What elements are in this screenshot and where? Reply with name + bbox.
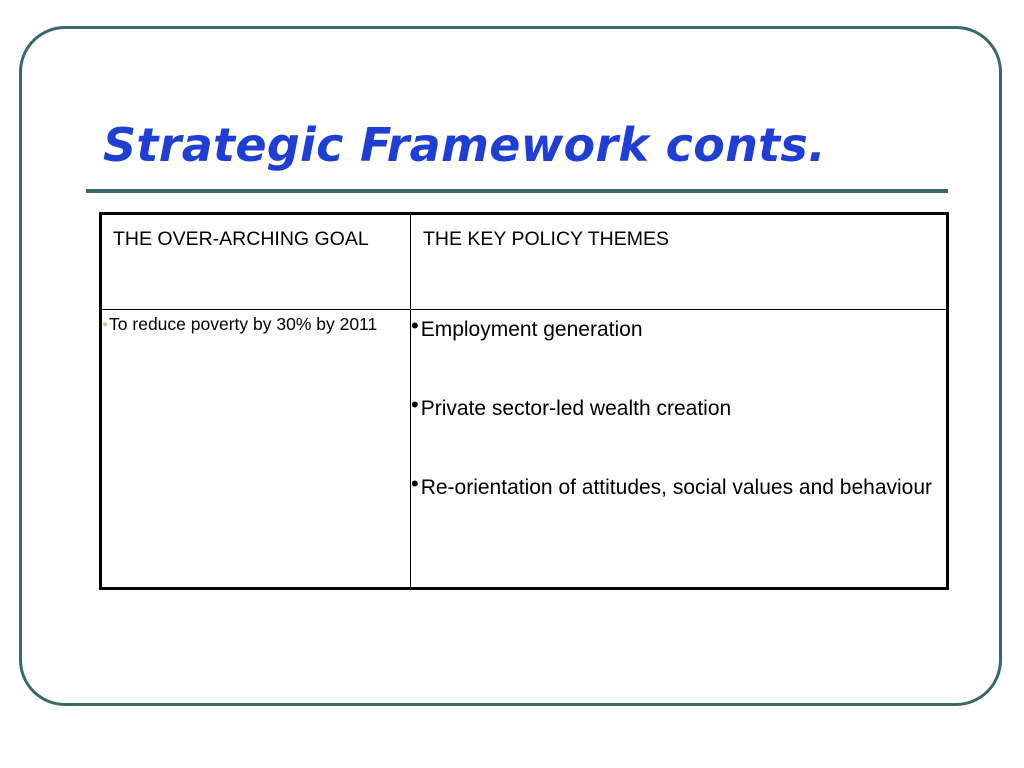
table-header-row (101, 214, 948, 310)
header-cell-themes: THE KEY POLICY THEMES (411, 214, 948, 310)
list-item (411, 389, 946, 424)
list-item (411, 468, 946, 503)
table-row (101, 310, 948, 589)
bullet-icon: • (411, 471, 419, 496)
title-underline (86, 189, 948, 193)
bullet-icon: ● (102, 319, 109, 330)
goal-text: To reduce poverty by 30% by 2011 (109, 314, 378, 334)
framework-table (99, 212, 949, 590)
theme-text: Employment generation (420, 318, 643, 341)
goal-cell (101, 310, 411, 589)
slide-title: Strategic Framework conts. (103, 118, 826, 172)
header-cell-goal: THE OVER-ARCHING GOAL (101, 214, 411, 310)
bullet-icon: • (411, 313, 419, 338)
theme-text: Re-orientation of attitudes, social values and behaviour (420, 476, 933, 499)
themes-cell (411, 310, 948, 589)
theme-text: Private sector-led wealth creation (420, 397, 732, 420)
list-item (411, 310, 946, 345)
bullet-icon: • (411, 392, 419, 417)
themes-list (411, 310, 946, 503)
